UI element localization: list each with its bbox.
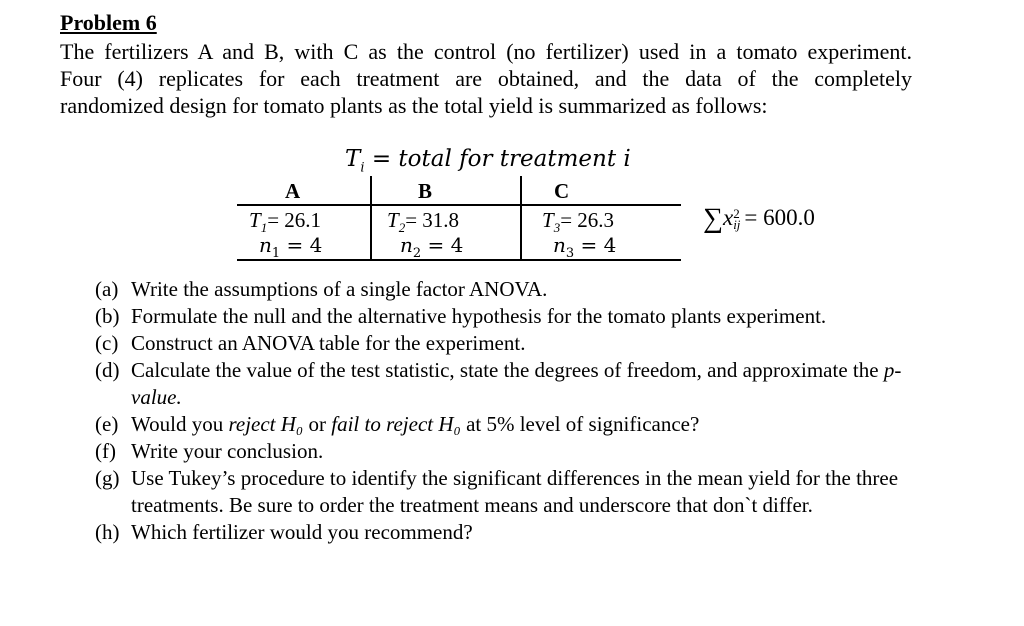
question-label: (a) (95, 277, 119, 301)
table-header-rule (237, 204, 681, 206)
question-text: Write the assumptions of a single factor ANOVA. (131, 277, 548, 301)
intro-line: randomized design for tomato plants as the total yield is summarized as follows: (60, 93, 768, 118)
question-item (95, 357, 915, 411)
intro-line: Four (4) replicates for each treatment are obtained, and the data of the completely (60, 66, 912, 91)
question-list (95, 276, 915, 546)
question-text: Write your conclusion. (131, 439, 324, 463)
sigma-symbol: ∑ (703, 203, 723, 234)
question-item (95, 276, 915, 303)
n-a: $n_1 = 4$ (259, 233, 323, 261)
total-b: $T_2= 31.8$ (387, 208, 460, 236)
problem-intro (60, 38, 912, 119)
question-item (95, 465, 915, 519)
question-label: (b) (95, 304, 120, 328)
n-b: $n_2 = 4$ (400, 233, 464, 261)
column-divider (370, 176, 372, 261)
question-item (95, 330, 915, 357)
n-c: $n_3 = 4$ (553, 233, 617, 261)
total-a: $T_1= 26.1$ (249, 208, 322, 236)
question-label: (e) (95, 412, 119, 436)
treatment-table (237, 176, 681, 261)
question-label: (d) (95, 358, 120, 382)
column-header-c: C (554, 179, 570, 203)
column-header-a: A (285, 179, 301, 203)
question-item (95, 303, 915, 330)
question-text: Calculate the value of the test statistic, state the degrees of freedom, and approximate the p-value. (131, 358, 902, 409)
question-text: Formulate the null and the alternative hypothesis for the tomato plants experiment. (131, 304, 827, 328)
question-item (95, 438, 915, 465)
question-text: Construct an ANOVA table for the experiment. (131, 331, 526, 355)
question-item (95, 411, 915, 438)
question-text: Would you reject H₀ or fail to reject H₀ at 5% level of significance? (131, 412, 700, 436)
column-divider (520, 176, 522, 261)
table-caption: $T_i$ = total for treatment i (345, 146, 631, 176)
question-item (95, 519, 915, 546)
total-c: $T_3= 26.3$ (542, 208, 615, 236)
sum-of-squares-expression: ∑x 2 ij = 600.0 (703, 203, 815, 234)
question-text: Use Tukey’s procedure to identify the significant differences in the mean yield for the three treatments. Be sure to order the treatment means and underscore that don`t differ. (131, 466, 899, 517)
question-label: (g) (95, 466, 120, 490)
problem-title: Problem 6 (60, 10, 157, 35)
question-label: (h) (95, 520, 120, 544)
question-label: (c) (95, 331, 119, 355)
intro-line: The fertilizers A and B, with C as the control (no fertilizer) used in a tomato experiment. (60, 39, 912, 64)
column-header-b: B (418, 179, 433, 203)
question-text: Which fertilizer would you recommend? (131, 520, 473, 544)
question-label: (f) (95, 439, 116, 463)
